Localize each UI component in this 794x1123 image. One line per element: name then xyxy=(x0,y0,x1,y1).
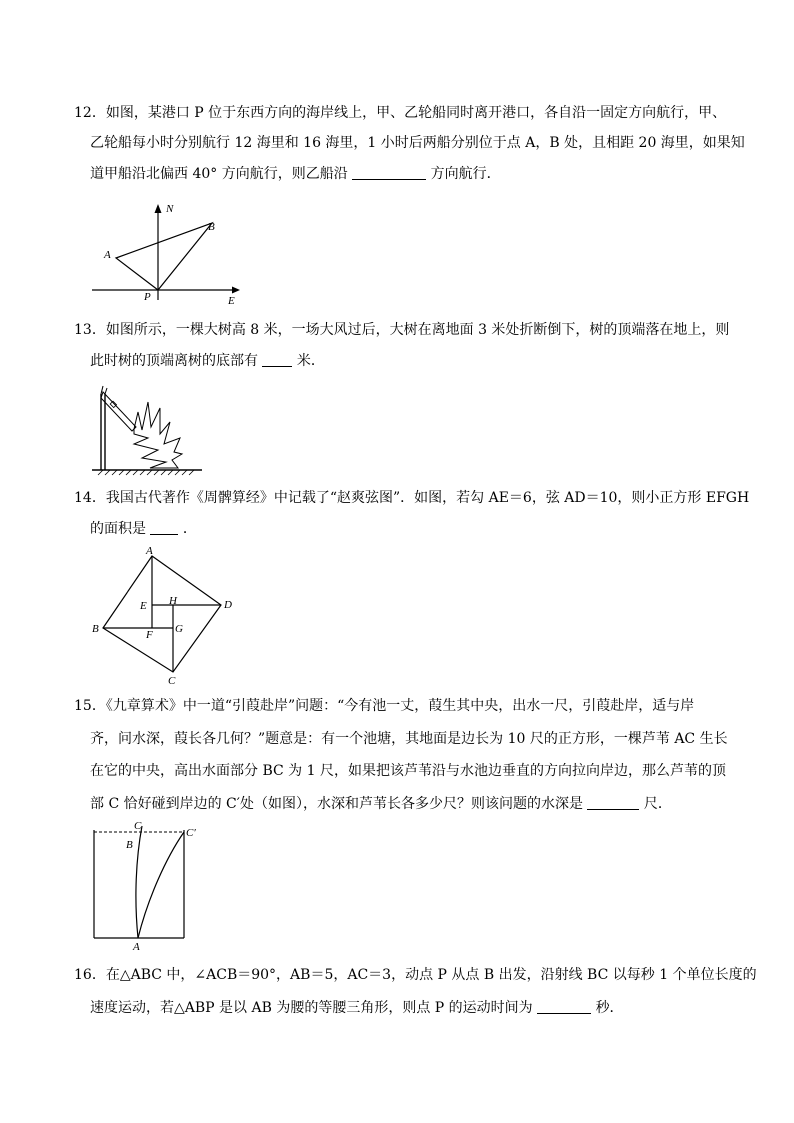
q14-line-1: 14．我国古代著作《周髀算经》中记载了“赵爽弦图”．如图，若勾 AE＝6，弦 AD＝10，则小正方形 EFGH xyxy=(74,490,750,506)
q13-text-b: 米． xyxy=(296,353,325,369)
q16-answer-blank[interactable] xyxy=(537,999,591,1014)
q12-label-A: A xyxy=(104,249,111,261)
q12-label-N: N xyxy=(166,203,174,215)
q15-line-3: 在它的中央，高出水面部分 BC 为 1 尺，如果把该芦苇沿与水池边垂直的方向拉向岸边，那么芦苇的顶 xyxy=(90,763,726,779)
q14-label-H: H xyxy=(169,595,177,607)
q14-label-D: D xyxy=(224,599,232,611)
q14-label-A: A xyxy=(146,545,153,557)
q12-answer-blank[interactable] xyxy=(352,165,426,180)
q16-line-1: 16．在△ABC 中，∠ACB＝90°，AB＝5，AC＝3，动点 P 从点 B 出发，沿射线 BC 以每秒 1 个单位长度的 xyxy=(74,967,757,983)
q12-line-3 xyxy=(90,165,501,183)
q15-text-b: 尺． xyxy=(643,796,672,812)
q14-label-C: C xyxy=(168,675,176,687)
q15-label-B: B xyxy=(126,839,133,851)
q15-text-a: 部 C 恰好碰到岸边的 C′处（如图），水深和芦苇长各多少尺？则该问题的水深是 xyxy=(90,796,583,812)
q13-figure xyxy=(90,382,210,477)
q15-line-2: 齐，问水深，葭长各几何？”题意是：有一个池塘，其地面是边长为 10 尺的正方形，一棵芦苇 AC 生长 xyxy=(90,731,728,747)
q12-label-P: P xyxy=(144,291,151,303)
q15-line-4 xyxy=(90,795,672,813)
q14-label-G: G xyxy=(175,623,183,635)
q14-label-F: F xyxy=(146,629,153,641)
q14-label-B: B xyxy=(92,623,99,635)
q12-line-2: 乙轮船每小时分别航行 12 海里和 16 海里，1 小时后两船分别位于点 A，B 处，且相距 20 海里，如果知 xyxy=(90,135,745,151)
q15-label-C: C xyxy=(134,820,142,832)
q14-line-2 xyxy=(90,520,197,538)
q13-line-1: 13．如图所示，一棵大树高 8 米，一场大风过后，大树在离地面 3 米处折断倒下，树的顶端落在地上，则 xyxy=(74,322,730,338)
q13-line-2 xyxy=(90,352,325,370)
q16-text-a: 速度运动，若△ABP 是以 AB 为腰的等腰三角形，则点 P 的运动时间为 xyxy=(90,1000,533,1016)
q14-figure xyxy=(88,544,248,687)
q14-text-b: ． xyxy=(182,521,197,537)
q12-label-B: B xyxy=(208,221,215,233)
q14-text-a: 的面积是 xyxy=(90,521,146,537)
q15-answer-blank[interactable] xyxy=(587,795,639,810)
q13-answer-blank[interactable] xyxy=(262,352,292,367)
q12-line-1: 12．如图，某港口 P 位于东西方向的海岸线上，甲、乙轮船同时离开港口，各自沿一固定方向航行，甲、 xyxy=(74,105,727,121)
q15-figure xyxy=(86,818,216,953)
q16-line-2 xyxy=(90,999,624,1017)
q14-answer-blank[interactable] xyxy=(150,520,178,535)
q12-figure xyxy=(88,196,248,311)
q12-text-a: 道甲船沿北偏西 40° 方向航行，则乙船沿 xyxy=(90,166,348,182)
q12-text-b: 方向航行． xyxy=(430,166,501,182)
q15-label-Cprime: C′ xyxy=(186,827,196,839)
q13-text-a: 此时树的顶端离树的底部有 xyxy=(90,353,258,369)
q16-text-b: 秒． xyxy=(595,1000,624,1016)
q14-label-E: E xyxy=(140,600,147,612)
q12-label-E: E xyxy=(228,295,235,307)
q15-line-1: 15．《九章算术》中一道“引葭赴岸”问题：“今有池一丈，葭生其中央，出水一尺，引葭赴岸，适与岸 xyxy=(74,698,695,714)
q15-label-A: A xyxy=(133,941,140,953)
